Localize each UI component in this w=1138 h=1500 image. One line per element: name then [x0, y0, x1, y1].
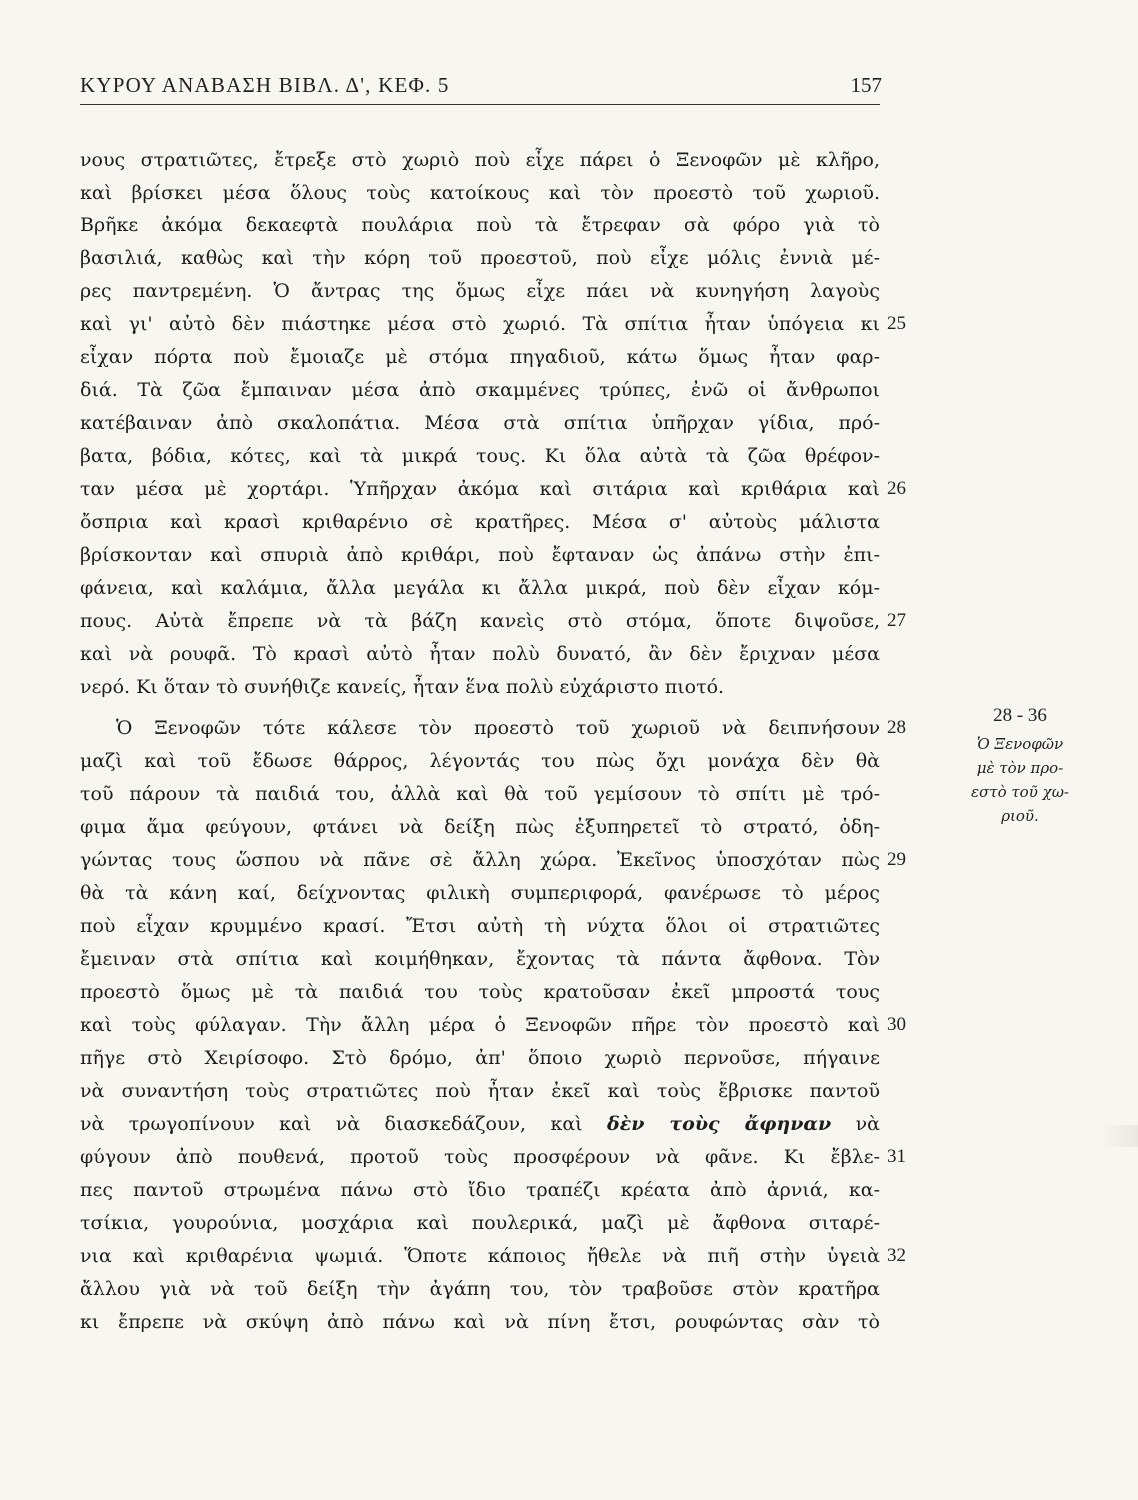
- emphasized-phrase: δὲν τοὺς ἄφηναν: [607, 1113, 832, 1135]
- text-line: τσίκια, γουρούνια, μοσχάρια καὶ πουλερικά, μαζὶ μὲ ἄφθονα σιταρέ-: [80, 1212, 880, 1234]
- side-note-line: εστὸ τοῦ χω-: [971, 783, 1069, 801]
- text-line: ἔμειναν στὰ σπίτια καὶ κοιμήθηκαν, ἔχοντας τὰ πάντα ἄφθονα. Τὸν: [80, 948, 880, 970]
- text-line: φάνεια, καὶ καλάμια, ἄλλα μεγάλα κι ἄλλα μικρά, ποὺ δὲν εἶχαν κόμ-: [80, 577, 880, 599]
- text-line: βασιλιά, καθὼς καὶ τὴν κόρη τοῦ προεστοῦ, ποὺ εἶχε μόλις ἐννιὰ μέ-: [80, 247, 880, 269]
- text-line: Ὁ Ξενοφῶν τότε κάλεσε τὸν προεστὸ τοῦ χωριοῦ νὰ δειπνήσουν: [116, 717, 880, 739]
- section-number: 29: [887, 849, 906, 870]
- text-line: νερό. Κι ὅταν τὸ συνήθιζε κανείς, ἦταν ἕνα πολὺ εὐχάριστο πιοτό.: [80, 676, 725, 698]
- line-text: νὰ τρωγοπίνουν καὶ νὰ διασκεδάζουν, καὶ: [80, 1113, 583, 1135]
- section-number: 25: [887, 313, 906, 334]
- text-line: ταν μέσα μὲ χορτάρι. Ὑπῆρχαν ἀκόμα καὶ σιτάρια καὶ κριθάρια καὶ: [80, 478, 880, 500]
- text-line: βρίσκονταν καὶ σπυριὰ ἀπὸ κριθάρι, ποὺ ἔφταναν ὡς ἀπάνω στὴν ἐπι-: [80, 544, 880, 566]
- text-line: πους. Αὐτὰ ἔπρεπε νὰ τὰ βάζη κανεὶς στὸ στόμα, ὅποτε διψοῦσε,: [80, 610, 880, 632]
- text-line: νους στρατιῶτες, ἔτρεξε στὸ χωριὸ ποὺ εἶχε πάρει ὁ Ξενοφῶν μὲ κλῆρο,: [80, 149, 880, 171]
- text-line: ποὺ εἶχαν κρυμμένο κρασί. Ἔτσι αὐτὴ τὴ νύχτα ὅλοι οἱ στρατιῶτες: [80, 915, 880, 937]
- text-line: καὶ νὰ ρουφᾶ. Τὸ κρασὶ αὐτὸ ἦταν πολὺ δυνατό, ἂν δὲν ἔριχναν μέσα: [80, 643, 880, 665]
- side-note-line: Ὁ Ξενοφῶν: [976, 735, 1064, 753]
- text-line: ἄλλου γιὰ νὰ τοῦ δείξη τὴν ἀγάπη του, τὸν τραβοῦσε στὸν κρατῆρα: [80, 1278, 880, 1300]
- text-line: εἶχαν πόρτα ποὺ ἔμοιαζε μὲ στόμα πηγαδιοῦ, κάτω ὅμως ἦταν φαρ-: [80, 346, 880, 368]
- page-edge-shadow: [1100, 1125, 1138, 1147]
- text-line: καὶ βρίσκει μέσα ὅλους τοὺς κατοίκους καὶ τὸν προεστὸ τοῦ χωριοῦ.: [80, 182, 880, 204]
- side-note-range: 28 - 36: [993, 705, 1047, 726]
- text-line: κι ἔπρεπε νὰ σκύψη ἀπὸ πάνω καὶ νὰ πίνη ἔτσι, ρουφώντας σὰν τὸ: [80, 1311, 880, 1333]
- section-number: 32: [887, 1245, 906, 1266]
- text-line-with-emphasis: [80, 1112, 880, 1136]
- text-line: βατα, βόδια, κότες, καὶ τὰ μικρά τους. Κι ὅλα αὐτὰ τὰ ζῶα θρέφον-: [80, 445, 880, 467]
- text-line: φύγουν ἀπὸ πουθενά, προτοῦ τοὺς προσφέρουν νὰ φᾶνε. Κι ἔβλε-: [80, 1146, 880, 1168]
- text-line: Βρῆκε ἀκόμα δεκαεφτὰ πουλάρια ποὺ τὰ ἔτρεφαν σὰ φόρο γιὰ τὸ: [80, 214, 880, 236]
- text-line: φιμα ἅμα φεύγουν, φτάνει νὰ δείξη πὼς ἐξυπηρετεῖ τὸ στρατό, ὁδη-: [80, 816, 880, 838]
- text-line: καὶ τοὺς φύλαγαν. Τὴν ἄλλη μέρα ὁ Ξενοφῶν πῆρε τὸν προεστὸ καὶ: [80, 1014, 880, 1036]
- text-line: νια καὶ κριθαρένια ψωμιά. Ὅποτε κάποιος ἤθελε νὰ πιῆ στὴν ὑγειὰ: [80, 1245, 880, 1267]
- text-line: τοῦ πάρουν τὰ παιδιά του, ἀλλὰ καὶ θὰ τοῦ γεμίσουν τὸ σπίτι μὲ τρό-: [80, 783, 880, 805]
- text-line: γώντας τους ὥσπου νὰ πᾶνε σὲ ἄλλη χώρα. Ἐκεῖνος ὑποσχόταν πὼς: [80, 849, 880, 871]
- text-line: προεστὸ ὅμως μὲ τὰ παιδιά του τοὺς κρατοῦσαν ἐκεῖ μπροστά τους: [80, 981, 880, 1003]
- text-line: κατέβαιναν ἀπὸ σκαλοπάτια. Μέσα στὰ σπίτια ὑπῆρχαν γίδια, πρό-: [80, 412, 880, 434]
- text-line: ὄσπρια καὶ κρασὶ κριθαρένιο σὲ κρατῆρες. Μέσα σ' αὐτοὺς μάλιστα: [80, 511, 880, 533]
- text-line: ρες παντρεμένη. Ὁ ἄντρας της ὅμως εἶχε πάει νὰ κυνηγήση λαγοὺς: [80, 280, 880, 302]
- text-line: μαζὶ καὶ τοῦ ἔδωσε θάρρος, λέγοντάς του πὼς ὄχι μονάχα δὲν θὰ: [80, 750, 880, 772]
- text-line: διά. Τὰ ζῶα ἔμπαιναν μέσα ἀπὸ σκαμμένες τρύπες, ἐνῶ οἱ ἄνθρωποι: [80, 379, 880, 401]
- section-number: 28: [887, 717, 906, 738]
- section-number: 31: [887, 1146, 906, 1167]
- side-note-line: μὲ τὸν προ-: [976, 759, 1064, 777]
- running-header-title: ΚΥΡΟΥ ΑΝΑΒΑΣΗ ΒΙΒΛ. Δ', ΚΕΦ. 5: [80, 73, 450, 97]
- header-rule: [80, 104, 880, 105]
- section-number: 27: [887, 610, 906, 631]
- line-tail: νὰ: [855, 1113, 880, 1135]
- side-note-line: ριοῦ.: [1001, 807, 1039, 825]
- text-line: πες παντοῦ στρωμένα πάνω στὸ ἴδιο τραπέζι κρέατα ἀπὸ ἀρνιά, κα-: [80, 1179, 880, 1201]
- side-note: [950, 704, 1090, 828]
- text-line: πῆγε στὸ Χειρίσοφο. Στὸ δρόμο, ἀπ' ὅποιο χωριὸ περνοῦσε, πήγαινε: [80, 1047, 880, 1069]
- text-line: θὰ τὰ κάνη καί, δείχνοντας φιλικὴ συμπεριφορά, φανέρωσε τὸ μέρος: [80, 882, 880, 904]
- section-number: 30: [887, 1014, 906, 1035]
- text-line: νὰ συναντήση τοὺς στρατιῶτες ποὺ ἦταν ἐκεῖ καὶ τοὺς ἔβρισκε παντοῦ: [80, 1080, 880, 1102]
- section-number: 26: [887, 478, 906, 499]
- page-number: 157: [850, 73, 882, 97]
- text-line: καὶ γι' αὐτὸ δὲν πιάστηκε μέσα στὸ χωριό. Τὰ σπίτια ἦταν ὑπόγεια κι: [80, 313, 880, 335]
